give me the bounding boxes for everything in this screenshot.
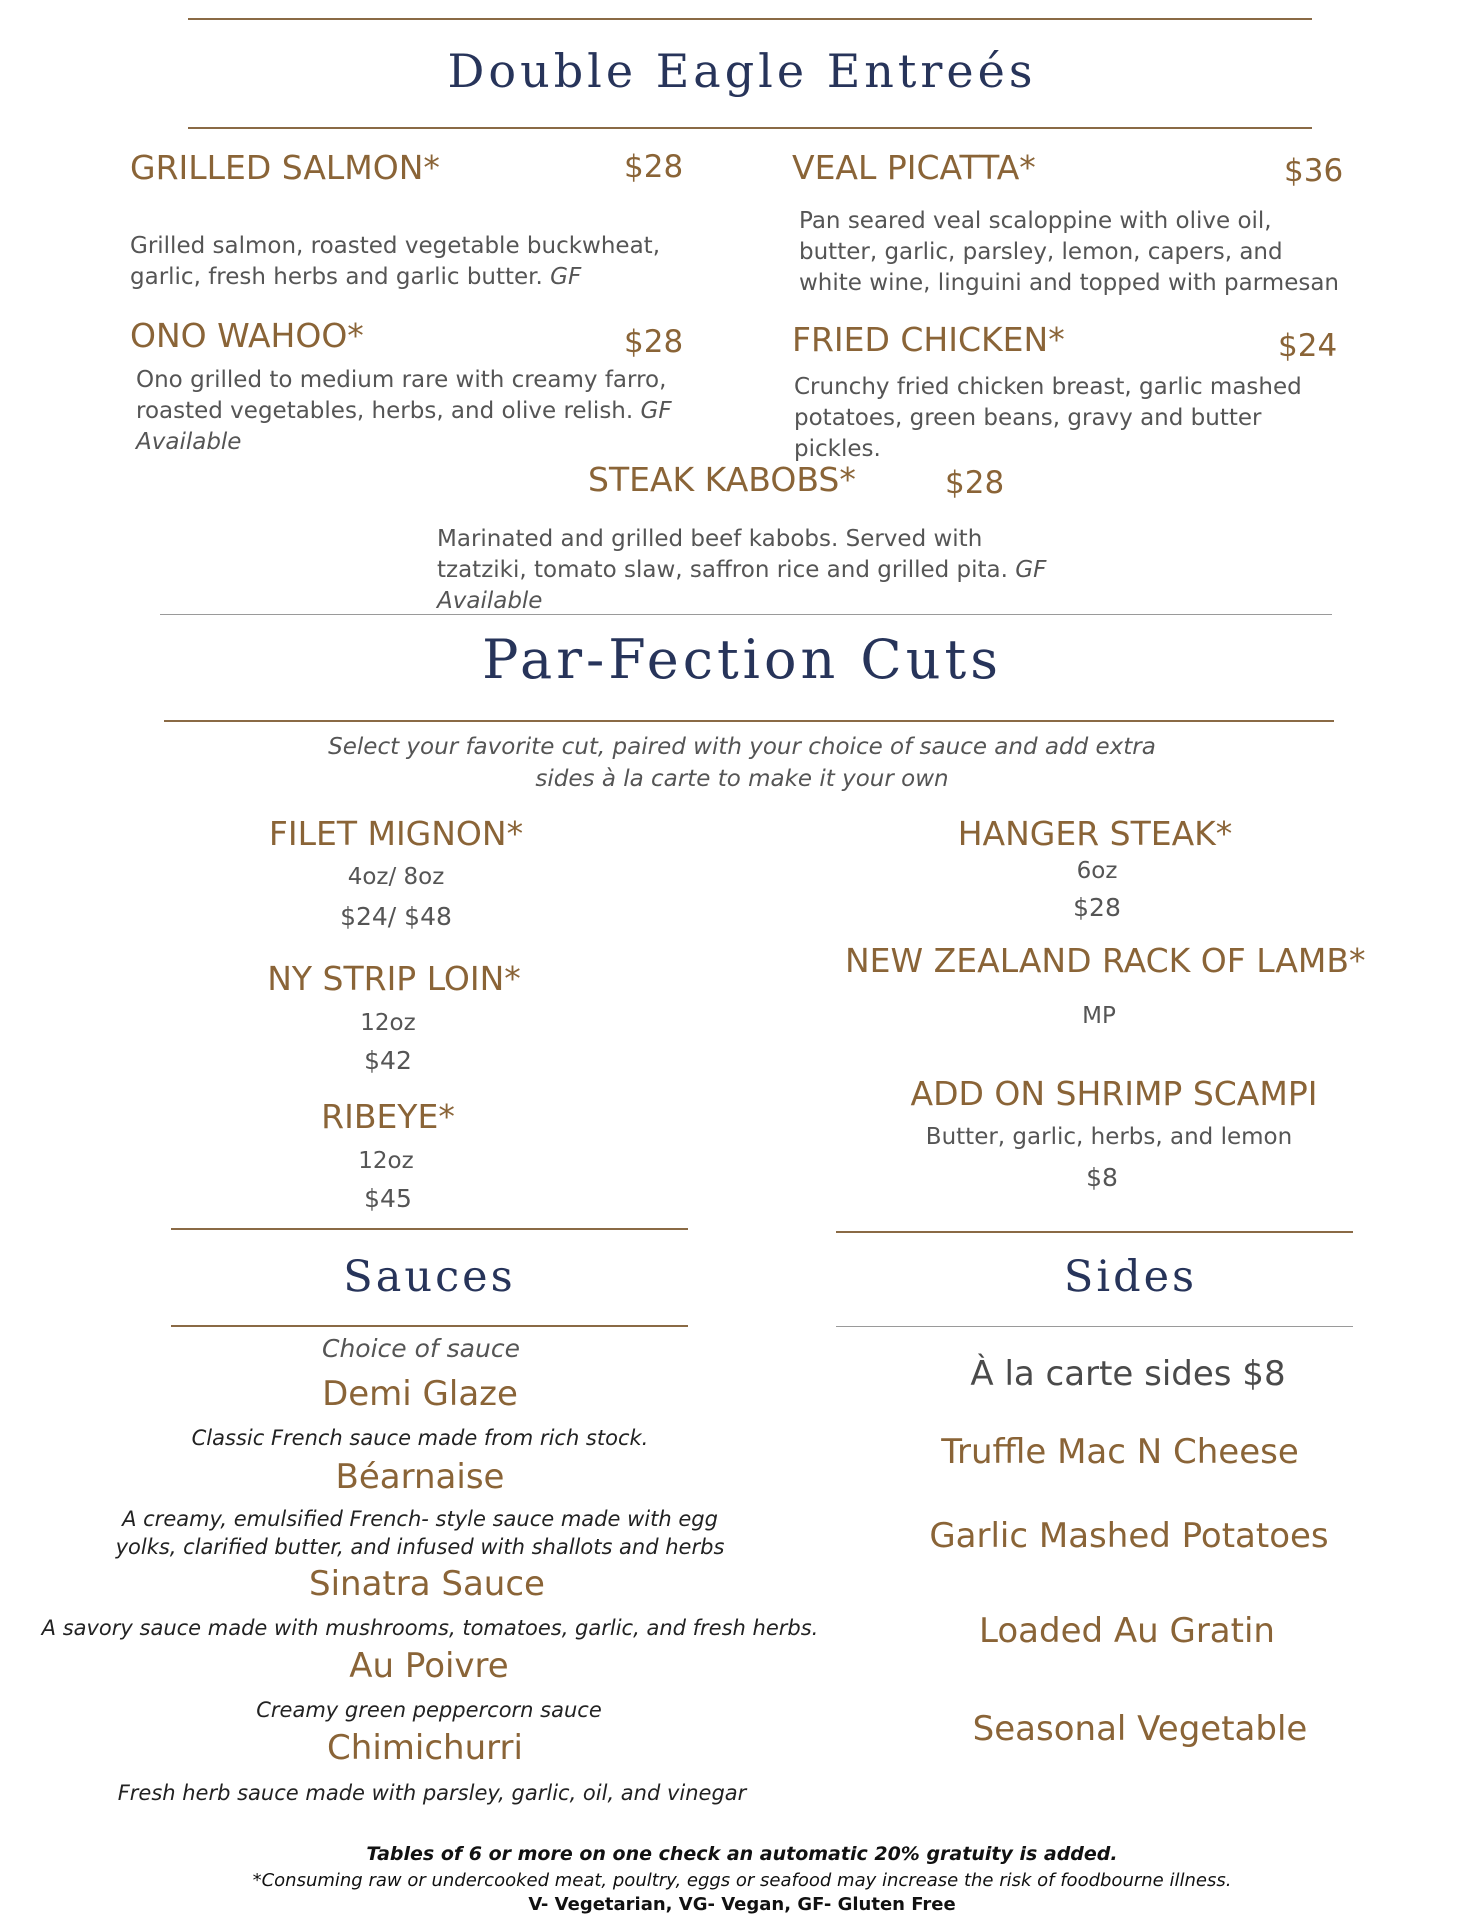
sides-top-divider [836,1231,1353,1233]
entree-name-veal-picatta: VEAL PICATTA* [792,148,1036,187]
addon-price-shrimp-scampi: $8 [1086,1163,1118,1192]
sauces-title-divider [171,1325,688,1327]
cuts-title-divider [164,720,1334,722]
cut-name-ribeye: RIBEYE* [321,1097,455,1136]
side-item: Seasonal Vegetable [972,1709,1308,1749]
cut-price-hanger-steak: $28 [1073,893,1121,922]
entree-name-fried-chicken: FRIED CHICKEN* [792,320,1065,359]
entrees-title-divider [188,127,1312,129]
cuts-title: Par-Fection Cuts [482,628,1002,691]
cut-size-rack-of-lamb: MP [1082,1003,1116,1029]
side-item: Garlic Mashed Potatoes [929,1516,1329,1556]
gratuity-notice: Tables of 6 or more on one check an automatic 20% gratuity is added. [366,1843,1118,1865]
entree-diet-tag: GF Available [136,398,672,455]
cuts-top-divider [160,614,1332,615]
dietary-legend: V- Vegetarian, VG- Vegan, GF- Gluten Free [528,1894,956,1915]
entree-name-ono-wahoo: ONO WAHOO* [130,316,364,355]
top-divider [188,18,1312,20]
entree-desc-steak-kabobs [437,524,1077,617]
entree-desc-grilled-salmon [130,231,730,293]
cut-size-ny-strip-loin: 12oz [360,1010,416,1036]
cut-size-filet-mignon: 4oz/ 8oz [347,864,445,890]
cuts-intro: Select your favorite cut, paired with your choice of sauce and add extra sides à la carte to make it your own [328,734,1156,792]
sides-title-divider [836,1326,1353,1327]
sauce-desc-bearnaise: A creamy, emulsified French- style sauce made with egg yolks, clarified butter, and infused with shallots and herbs [115,1507,725,1559]
side-item: Truffle Mac N Cheese [941,1432,1299,1472]
sides-title: Sides [1063,1252,1198,1302]
entree-desc-veal-picatta: Pan seared veal scaloppine with olive oil, butter, garlic, parsley, lemon, capers, and white wine, linguini and topped with parmesan [799,208,1340,296]
sauces-top-divider [171,1228,688,1230]
entrees-title: Double Eagle Entreés [447,44,1037,98]
entree-price-ono-wahoo: $28 [624,324,684,360]
entree-price-fried-chicken: $24 [1278,328,1338,364]
cut-price-ny-strip-loin: $42 [364,1046,412,1075]
entree-desc-text: Marinated and grilled beef kabobs. Served with tzatziki, tomato slaw, saffron rice and grilled pita. [437,526,1008,583]
sauce-name-bearnaise: Béarnaise [335,1457,505,1497]
sauce-name-sinatra-sauce: Sinatra Sauce [309,1564,545,1604]
sides-subtitle: À la carte sides $8 [970,1354,1286,1394]
sauce-desc-demi-glaze: Classic French sauce made from rich stock. [191,1426,649,1450]
sauce-name-au-poivre: Au Poivre [349,1646,509,1686]
sauce-name-chimichurri: Chimichurri [327,1728,523,1768]
cut-price-filet-mignon: $24/ $48 [340,902,452,931]
sauce-desc-au-poivre: Creamy green peppercorn sauce [256,1698,602,1722]
sauce-desc-sinatra-sauce: A savory sauce made with mushrooms, tomatoes, garlic, and fresh herbs. [41,1616,819,1640]
addon-desc-shrimp-scampi: Butter, garlic, herbs, and lemon [925,1124,1293,1150]
entree-desc-text: Ono grilled to medium rare with creamy farro, roasted vegetables, herbs, and olive relish. [136,367,667,424]
cut-size-hanger-steak: 6oz [1076,858,1118,884]
cut-size-ribeye: 12oz [358,1148,414,1174]
cut-price-ribeye: $45 [364,1184,412,1213]
cut-name-hanger-steak: HANGER STEAK* [957,814,1233,853]
entree-name-grilled-salmon: GRILLED SALMON* [130,148,440,187]
sauces-subtitle: Choice of sauce [322,1334,520,1363]
entree-desc-ono-wahoo [136,365,676,458]
cut-name-rack-of-lamb: NEW ZEALAND RACK OF LAMB* [845,941,1366,980]
entree-name-steak-kabobs: STEAK KABOBS* [588,460,856,499]
entree-price-grilled-salmon: $28 [624,149,684,185]
cut-name-ny-strip-loin: NY STRIP LOIN* [267,959,521,998]
addon-name-shrimp-scampi: ADD ON SHRIMP SCAMPI [910,1074,1318,1113]
entree-desc-text: Grilled salmon, roasted vegetable buckwheat, garlic, fresh herbs and garlic butter. [130,233,661,290]
sauce-desc-chimichurri: Fresh herb sauce made with parsley, garlic, oil, and vinegar [117,1781,747,1805]
entree-price-veal-picatta: $36 [1284,153,1344,189]
entree-desc-fried-chicken: Crunchy fried chicken breast, garlic mashed potatoes, green beans, gravy and butter pickles. [794,374,1302,462]
sauces-title: Sauces [343,1252,516,1302]
entree-diet-tag: GF [550,264,582,290]
cut-name-filet-mignon: FILET MIGNON* [268,814,524,853]
side-item: Loaded Au Gratin [979,1611,1275,1651]
entree-diet-tag: GF Available [437,557,1047,614]
food-safety-warning: *Consuming raw or undercooked meat, poultry, eggs or seafood may increase the risk of foodbourne illness. [252,1870,1232,1891]
entree-price-steak-kabobs: $28 [945,465,1005,501]
sauce-name-demi-glaze: Demi Glaze [322,1374,518,1414]
